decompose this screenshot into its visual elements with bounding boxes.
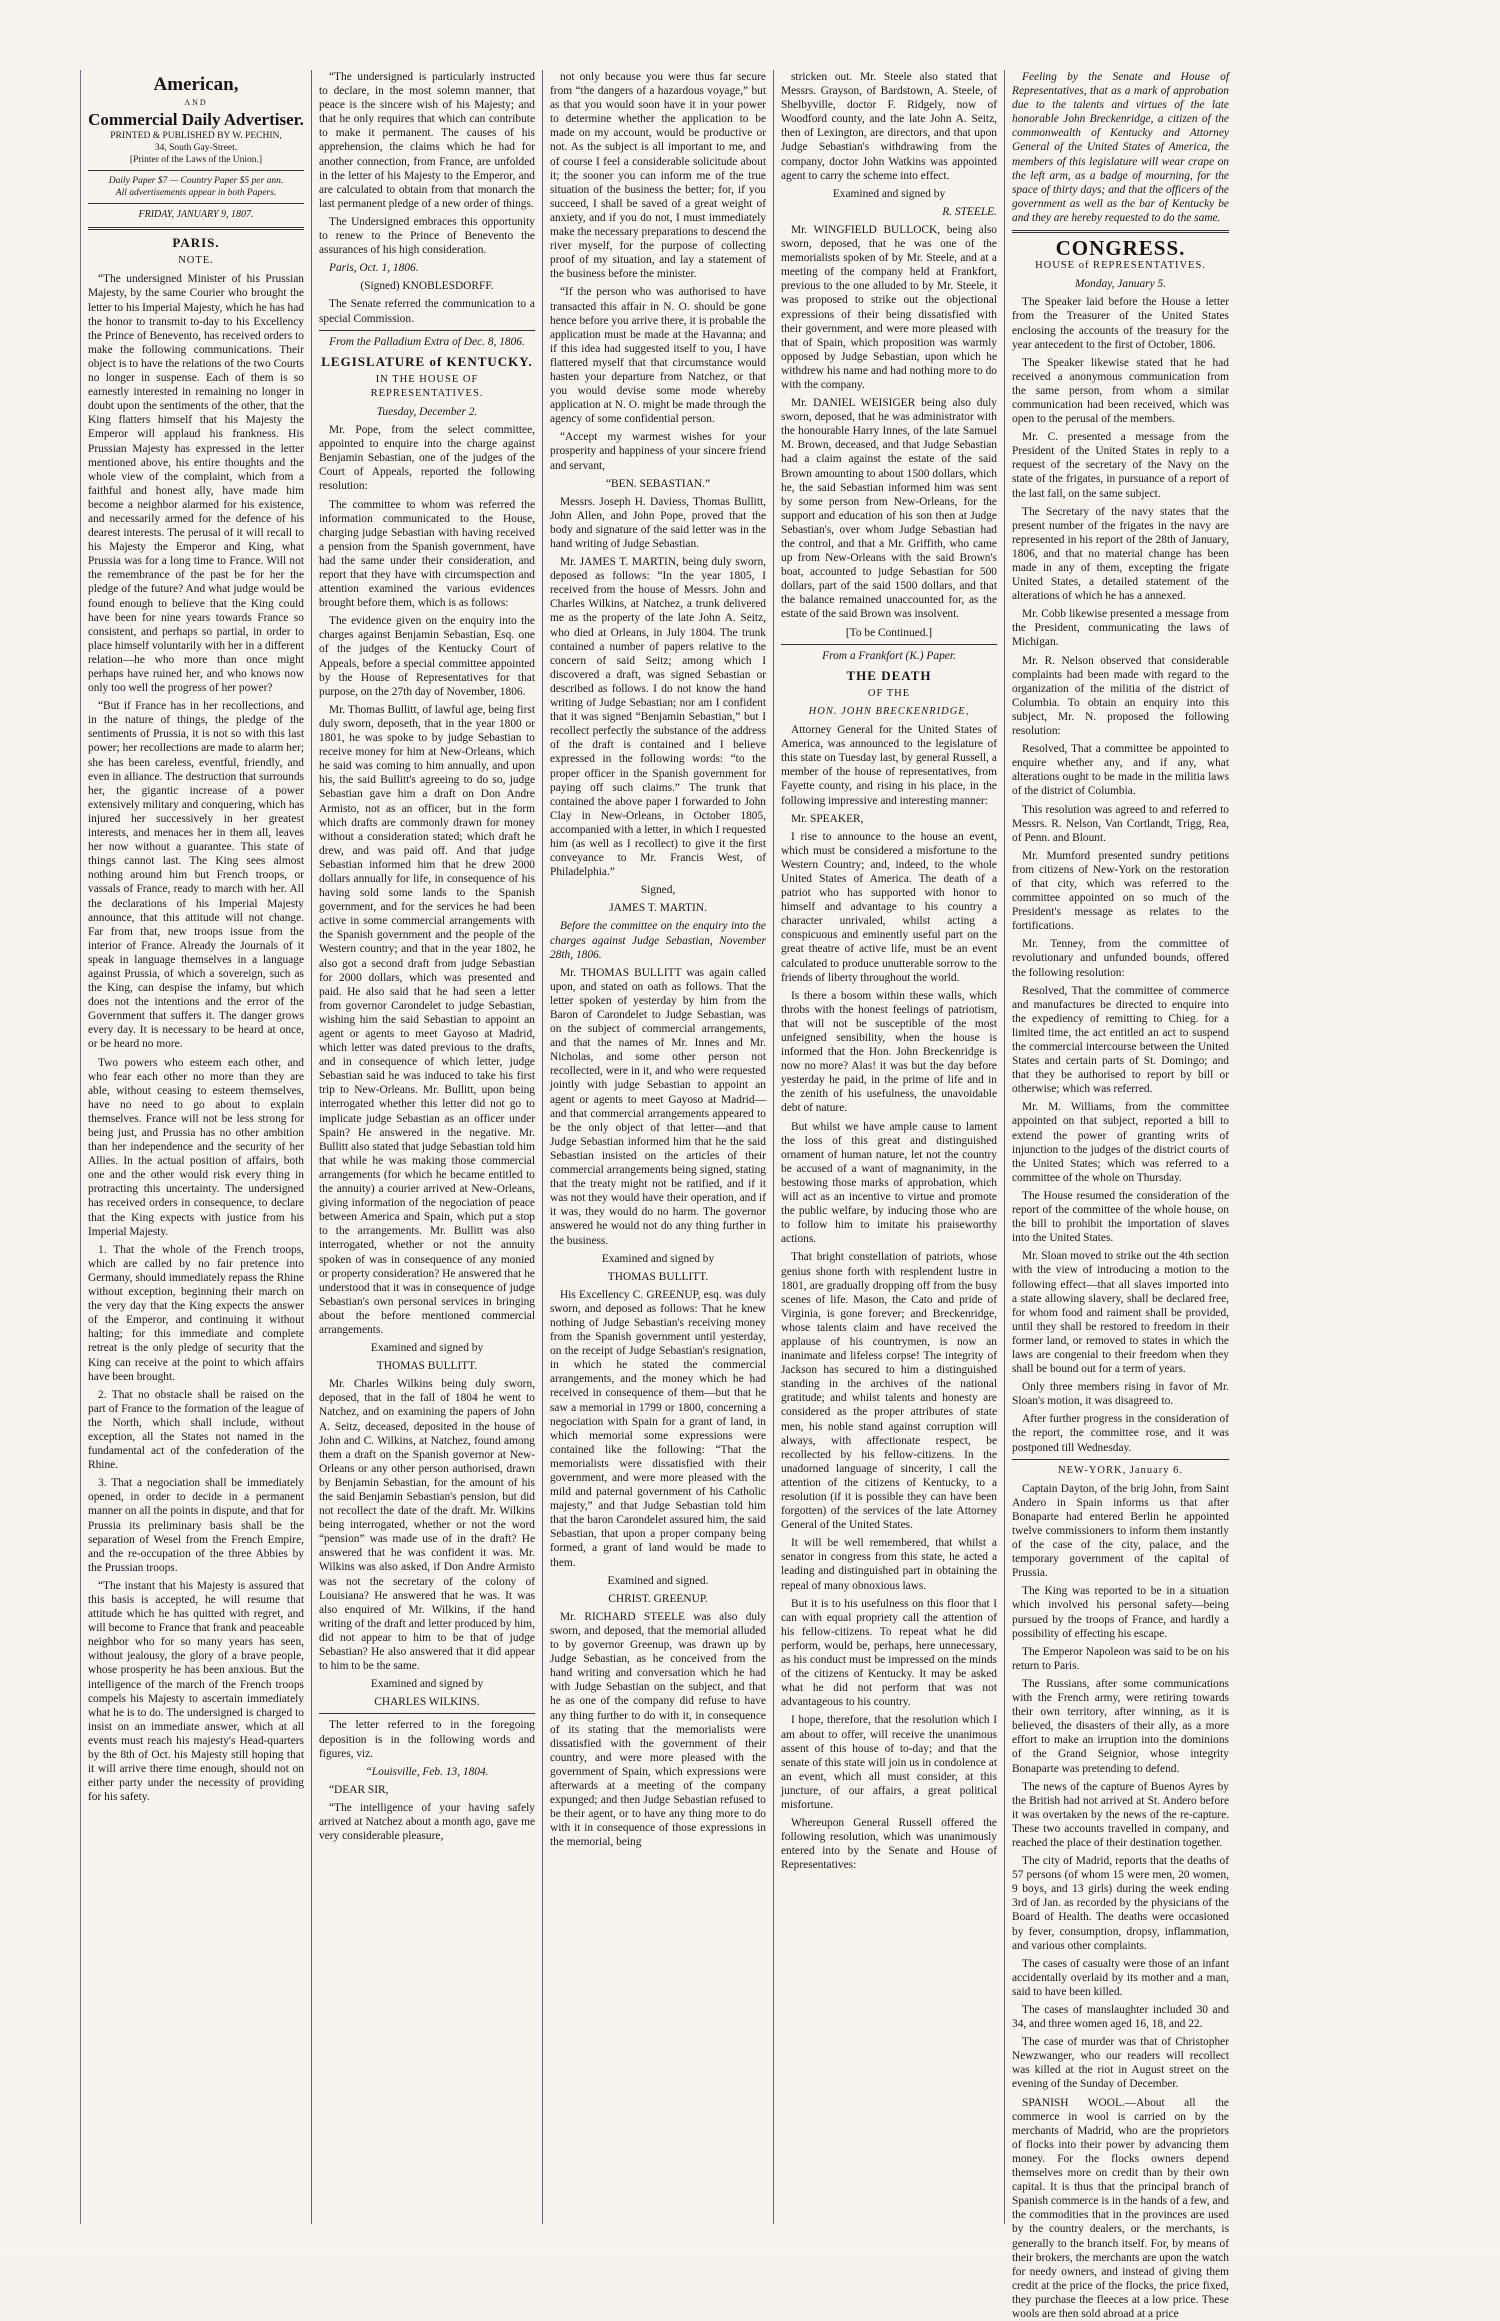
letter-signature: “BEN. SEBASTIAN.” [605, 477, 711, 490]
committee-note: Before the committee on the enquiry into the charges against Judge Sebastian, November 28th, 1806. [550, 920, 766, 961]
article-paragraph: That bright constellation of patriots, whose genius shone forth with resplendent lustre in 1801, are gradually dropping off from the busy scenes of life. Mason, the Cato and pride of Virginia, is gone forever; and Breckenridge, whose talents claim and have received the applause of his countrymen, is now an inanimate and lifeless corpse! The integrity of Jackson has secured to him a distinguished standing in the archives of the national gratitude; and whilst talents and honesty are considered as the proper attributes of state men, his noble stand against corruption will always, with affectionate respect, be recollected by his fellow-citizens. In the unadorned language of sincerity, I call the attention of the citizens of Kentucky, to a resolution (if it is possible they can have been forgotten) of the services of the late Attorney General of the United States. [781, 1251, 997, 1532]
article-paragraph: The King was reported to be in a situation which involved his personal safety—being pursued by the troops of France, and hardly a possibility of effecting his escape. [1012, 1585, 1229, 1640]
ny-heading: NEW-YORK, January 6. [1058, 1464, 1183, 1476]
signoff-date: Paris, Oct. 1, 1806. [329, 262, 419, 275]
article-paragraph: 3. That a negociation shall be immediately opened, in order to decide in a permanent manner on all the points in dispute, and that for Prussia its preliminary basis shall be the separation of Wesel from the French Empire, and the re-occupation of the three Abbies by the Prussian troops. [88, 1477, 304, 1574]
article-paragraph: Mr. Sloan moved to strike out the 4th section with the view of introducing a motion to the following effect—that all slaves imported into a state allowing slavery, shall be declared free, for whom food and raiment shall be provided, until they shall be restored to freedom in their former land, or removed to states in which the laws are congenial to their freedom when they shall be bound out for a term of years. [1012, 1250, 1229, 1376]
article-paragraph: The city of Madrid, reports that the deaths of 57 persons (of whom 15 were men, 20 women, 9 boys, and 13 girls) during the week ending 3rd of Jan. as recorded by the physicians of the Board of Health. The deaths were occasioned by fever, consumption, dropsy, inflammation, and various other complaints. [1012, 1855, 1229, 1952]
article-paragraph: not only because you were thus far secure from “the dangers of a hazardous voyage,” but as that you would soon have it in your power to determine whether the application to be made on my account, would be productive or not. As the subject is all important to me, and of course I feel a considerable solicitude about it; the sooner you can inform me of the true situation of the business the better; for, if you succeed, I shall be saved of a great weight of anxiety, and if you do not, I must immediately make the necessary preparations to descend the river myself, for the purpose of collecting proof of my situation, and lay a statement of the business before the minister. [550, 71, 766, 281]
article-paragraph: Mr. M. Williams, from the committee appointed on that subject, reported a bill to extend the power of granting writs of injunction to the judges of the district courts of the United States; which was referred to a committee of the whole on Thursday. [1012, 1101, 1229, 1184]
article-paragraph: But it is to his usefulness on this floor that I can with equal propriety call the attention of his fellow-citizens. To repeat what he did perform, would be, perhaps, here unnecessary, as his conduct must be impressed on the minds of the citizens of Kentucky. It may be asked what he did not perform that was not advantageous to his country. [781, 1597, 997, 1709]
source-line: From a Frankfort (K.) Paper. [822, 649, 956, 662]
article-paragraph: Mr. JAMES T. MARTIN, being duly sworn, deposed as follows: “In the year 1805, I received from the house of Messrs. John and Charles Wilkins, at Natchez, a trunk delivered me as the property of the late John A. Seitz, who died at Orleans, in July 1804. The trunk contained a number of papers relative to the concern of said Seitz; among which I discovered a draft, was signed Sebastian or described as follows. I do not know the hand writing of Judge Sebastian; nor am I confident that it was signed “Benjamin Sebastian,” but I recollect perfectly the substance of the address of the draft is contained and I believe expressed in the following words: “to the proper officer in the Spanish government for paying off such claims.” The trunk that contained the above paper I forwarded to John Clay in New-Orleans, in October 1805, accompanied with a letter, in which I requested him (as well as I recollect) to give it the first conveyance to Mr. Francis West, of Philadelphia.” [550, 556, 766, 879]
article-paragraph: The news of the capture of Buenos Ayres by the British had not arrived at St. Andero before it was overtaken by the news of the re-capture. These two accounts travelled in company, and reached the place of their destination together. [1012, 1780, 1229, 1849]
signature-name: THOMAS BULLITT. [607, 1270, 709, 1283]
article-paragraph: Messrs. Joseph H. Daviess, Thomas Bullitt, John Allen, and John Pope, proved that the body and signature of the said letter was in the hand writing of Judge Sebastian. [550, 495, 766, 550]
examined-label: Examined and signed. [607, 1574, 709, 1587]
article-paragraph: Only three members rising in favor of Mr. Sloan's motion, it was disagreed to. [1012, 1381, 1229, 1408]
article-paragraph: The Emperor Napoleon was said to be on his return to Paris. [1012, 1645, 1229, 1672]
examined-label: Examined and signed by [601, 1252, 715, 1265]
article-paragraph: Is there a bosom within these walls, which throbs with the honest feelings of patriotism, that will not be susceptible of the most unfeigned sensibility, when the house is informed that the Hon. John Breckenridge is now no more? Alas! it was but the day before yesterday he paid, in the prime of life and in the zenith of his usefulness, the unavoidable debt of nature. [781, 989, 997, 1115]
source-line: From the Palladium Extra of Dec. 8, 1806. [329, 335, 525, 348]
article-paragraph: “The undersigned Minister of his Prussian Majesty, by the same Courier who brought the letter to his Imperial Majesty, which he has had the honor to transmit to-day to his Excellency the Prince of Benevento, has received orders to make the following communications. Their object is to have the relations of the two Courts no longer in suspense. Each of them is so earnestly interested in remaining no longer in doubt upon the sentiments of the other, that the King flatters himself that his Majesty the Emperor will applaud his frankness. His Prussian Majesty has expressed in the letter mentioned above, his entire thoughts and the whole view of the complaint, which from a faithful and honest ally, have made him become a neighbor alarmed for his existence, and necessarily armed for the defence of his dearest interests. The perusal of it will recall to his Majesty the Emperor and King, what Prussia was for a long time to France. Will not the remembrance of the past be for her the pledge of the future? And what judge would be found enough to believe that the King could have been for nine years towards France so consistent, and perhaps so partial, in order to place himself voluntarily with her in a different relation—he who more than once might perhaps have ruined her, and who knows now only too well the progress of her power? [88, 273, 304, 695]
article-paragraph: 2. That no obstacle shall be raised on the part of France to the formation of the league of the North, which shall include, without exception, all the States not named in the fundamental act of the confederation of the Rhine. [88, 1388, 304, 1472]
article-paragraph: I rise to announce to the house an event, which must be considered a misfortune to the Western Country; and, indeed, to the whole United States of America. The death of a patriot who has supported with honor to himself and advantage to his country a character unrivaled, whilst acting a conspicuous and eminently useful part on the great theatre of active life, must be an event calculated to produce unutterable sorrow to the friends of liberty throughout the world. [781, 830, 997, 984]
article-paragraph: Mr. Thomas Bullitt, of lawful age, being first duly sworn, deposeth, that in the year 1800 or 1801, he was spoke to by judge Sebastian to receive money for him at New-Orleans, which he said was coming to him annually, and upon his, the said Bullitt's agreeing to do so, judge Sebastian gave him a draft on Don Andre Armisto, not as an officer, but in the form which drafts are commonly drawn for money without a consideration stated; which draft he drew, and was paid off. And that judge Sebastian informed him that he drew 2000 dollars annually for life, in consequence of his having sold some lands to the Spanish government, and for the services he had been active in some commercial arrangements with the Spanish government and the people of the Western country; and that in the year 1802, he also got a second draft from judge Sebastian for 2000 dollars, which was presented and paid. He also said that he had seen a letter from governor Carondelet to judge Sebastian, wishing him the said Sebastian to appoint an agent or agents to meet Gayoso at Madrid, which letter was dated previous to the drafts, and in consequence of which letter, judge Sebastian said he was induced to take his first trip to New-Orleans. Mr. Bullitt, upon being interrogated whether this letter did not go to implicate judge Sebastian as an officer under Spain? He answered in the negative. Mr. Bullitt also stated that judge Sebastian told him that while he was making those commercial arrangements (for which he became entitled to the annuity) a courier arrived at New-Orleans, giving information of the negociation of peace between America and Spain, which put a stop to the arrangements. Mr. Bullitt was also interrogated, whether or not the annuity spoken of was in consequence of any monied or property consideration? He answered that he understood that it was in consequence of judge Sebastian's own personal services in bringing about the before mentioned commercial arrangements. [319, 703, 535, 1336]
article-paragraph: Attorney General for the United States of America, was announced to the legislature of this state on Tuesday last, by general Russell, a member of the house of representatives, from Fayette county, and rising in his place, in the following impressive and interesting manner: [781, 724, 997, 807]
letter-date: “Louisville, Feb. 13, 1804. [365, 1765, 489, 1778]
death-heading: THE DEATH [846, 667, 932, 683]
examined-label: Examined and signed by [832, 187, 946, 200]
page-frame [80, 70, 1460, 2320]
article-paragraph: The cases of casualty were those of an infant accidentally overlaid by its mother and a man, said to have been killed. [1012, 1957, 1229, 1998]
masthead-ads-note: All advertisements appear in both Papers. [115, 188, 277, 199]
legislature-heading: LEGISLATURE of KENTUCKY. [321, 353, 533, 369]
article-paragraph: Mr. Tenney, from the committee of revolutionary and unfunded bounds, offered the following resolution: [1012, 938, 1229, 979]
masthead-printer-note: [Printer of the Laws of the Union.] [129, 155, 263, 166]
article-paragraph: “But if France has in her recollections, and in the nature of things, the pledge of the sentiments of Prussia, it is not so with this last power; her recollections are made to alarm her; she has been careless, eventful, friendly, and even in alliance. The destruction that surrounds her, the gigantic increase of a power extensively military and conquering, which has injured her successively in her greatest interests, and menaces her in them all, leaves her now without a guarantee. This state of things cannot last. The King sees almost nothing around him but French troops, or vassals of France, ready to march with her. All the declarations of his Imperial Majesty announce, that this attitude will not change. Far from that, new troops issue from the interior of France. Already the Journals of it speak in language themselves in a language against Prussia, of which a sovereign, such as the King, can despise the infamy, but which does not the intentions and the error of the Government that suffers it. The danger grows every day. It is necessary to be heard at once, or be heard no more. [88, 700, 304, 1051]
masthead-prices: Daily Paper $7 — Country Paper $5 per ann. [108, 176, 284, 187]
day-heading: Monday, January 5. [1074, 278, 1167, 291]
article-paragraph: Two powers who esteem each other, and who fear each other no more than they are able, without ceasing to esteem themselves, have no need to go about to explain themselves. France will not be less strong for being just, and Prussia has no other ambition than her independence and the security of her Allies. In the actual position of affairs, both one and the other would risk every thing in protracting this uncertainty. The undersigned has received orders in consequence, to declare that the King expects with justice from his Imperial Majesty. [88, 1056, 304, 1238]
article-paragraph: Captain Dayton, of the brig John, from Saint Andero in Spain informs us that after Bonaparte had entered Berlin he appointed twelve commissioners to inform them instantly of the case of the city, palace, and the temporary government of the capital of Prussia. [1012, 1482, 1229, 1580]
article-paragraph: The Russians, after some communications with the French army, were retiring towards their own territory, after winning, as it is believed, the disasters of their ally, as a more effort to make an irruption into the dominions of the Grand Seignior, whose integrity Bonaparte was pretending to defend. [1012, 1677, 1229, 1775]
article-paragraph: His Excellency C. GREENUP, esq. was duly sworn, and deposed as follows: That he knew nothing of Judge Sebastian's receiving money from the Spanish government until yesterday, on the receipt of Judge Sebastian's resignation, in which he stated the commercial arrangements, and the money which he had received in consequence of them—but that he saw a memorial in 1799 or 1800, concerning a negociation with Spain for a grant of land, in which memorial some expressions were contained like the following: “That the memorialists were dissatisfied with their government, and were more pleased with the mild and paternal government of his Catholic majesty,” and that Judge Sebastian told him that the baron Carondelet assured him, the said Sebastian, that upon a proper company being formed, a grant of land would be made to them. [550, 1288, 766, 1569]
article-paragraph: Mr. Pope, from the select committee, appointed to enquire into the charge against Benjamin Sebastian, one of the judges of the Court of Appeals, reported the following resolution: [319, 424, 535, 493]
examined-label: Examined and signed by [370, 1342, 484, 1355]
article-paragraph: After further progress in the consideration of the report, the committee rose, and it was postponed till Wednesday. [1012, 1413, 1229, 1454]
article-paragraph: “Accept my warmest wishes for your prosperity and happiness of your sincere friend and servant, [550, 431, 766, 472]
column-5 [1005, 70, 1236, 2320]
death-name: HON. JOHN BRECKENRIDGE, [808, 705, 970, 717]
column-4 [774, 70, 1005, 2224]
article-paragraph: But whilst we have ample cause to lament the loss of this great and distinguished ornament of human nature, let not the country be accused of a want of magnanimity, in the bestowing those marks of approbation, which will act as an incentive to virtue and promote the public welfare, by inducing those who are to follow him to imitate his praiseworthy actions. [781, 1120, 997, 1246]
article-paragraph: 1. That the whole of the French troops, which are called by no fair pretence into Germany, should immediately repass the Rhine without exception, beginning their march on the very day that the King expects the answer of the Emperor, and continuing it without halting; for this immediate and complete retreat is the only pledge of security that the King can receive at the point to which affairs have been brought. [88, 1243, 304, 1383]
article-paragraph: The House resumed the consideration of the report of the committee of the whole house, on the bill to prohibit the importation of slaves into the United States. [1012, 1189, 1229, 1245]
masthead-and: AND [184, 98, 208, 107]
article-paragraph: The Undersigned embraces this opportunity to renew to the Prince of Benevento the assurances of his high consideration. [319, 215, 535, 257]
article-paragraph: Mr. C. presented a message from the President of the United States in reply to a request of the secretary of the Navy on the state of the frigates, in pursuance of a report of the last fall, on the same subject. [1012, 431, 1229, 500]
article-paragraph: Mr. SPEAKER, [791, 812, 864, 825]
article-paragraph: The Speaker likewise stated that he had received a anonymous communication from the same person, from whom a similar communication had been received, which was open to the perusal of the members. [1012, 356, 1229, 426]
signoff-note: The Senate referred the communication to a special Commission. [319, 298, 535, 325]
article-paragraph: The Secretary of the navy states that the present number of the frigates in the navy are represented in his report of the 28th of January, 1806, and that no material change has been made in any of them, excepting the frigate United States, a detailed statement of the alterations of which he has a annexed. [1012, 505, 1229, 603]
signed-label: Signed, [640, 884, 676, 897]
article-paragraph: “The instant that his Majesty is assured that this basis is accepted, he will resume that attitude which he has quitted with regret, and will become to France that frank and peaceable neighbor who for so many years has seen, without jealousy, the glory of a brave people, whose prosperity he has been anxious. But the intelligence of the march of the French troops compels his Majesty to ascertain immediately what he is to do. The undersigned is charged to insist on an immediate answer, which at all events must reach his majesty's Head-quarters by the 8th of Oct. his Majesty still hoping that it will arrive there time enough, should not on either party under the necessity of providing for his safety. [88, 1579, 304, 1804]
day-heading: Tuesday, December 2. [376, 405, 478, 418]
dateline-paris: PARIS. [172, 235, 220, 251]
column-1 [81, 70, 312, 2224]
article-paragraph: I hope, therefore, that the resolution which I am about to offer, will receive the unanimous assent of this house of to-day; and that the senate of this state will join us in condolence at an event, which all must consider, at this juncture, of our affairs, a great political misfortune. [781, 1714, 997, 1811]
article-paragraph: “The intelligence of your having safely arrived at Natchez about a month ago, gave me very considerable pleasure, [319, 1801, 535, 1843]
article-paragraph: “If the person who was authorised to have transacted this affair in N. O. should be gone hence before you arrive there, it is probable the application must be made at the Havanna; and if this idea had suggested itself to you, I have flattered myself that that circumstance would hasten your departure from Natchez, or that you would devise some mode whereby application at N. O. might be made through the agency of some confidential person. [550, 286, 766, 426]
article-paragraph: The case of murder was that of Christopher Newzwanger, who our readers will recollect was killed at the riot in August street on the evening of the Sunday of December. [1012, 2036, 1229, 2091]
article-paragraph: The cases of manslaughter included 30 and 34, and three women aged 16, 18, and 22. [1012, 2004, 1229, 2031]
signature-name: CHRIST. GREENUP. [608, 1592, 708, 1605]
house-heading: HOUSE of REPRESENTATIVES. [1035, 260, 1206, 272]
resolution-text: Feeling by the Senate and House of Representatives, that as a mark of approbation due to the talents and virtues of the late honorable John Breckenridge, a citizen of the commonwealth of Kentucky and Attorney General of the United States of America, the members of this legislature will wear crape on the left arm, as a badge of mourning, for the space of thirty days; and that the officers of the government as well as the bar of Kentucky be and they are hereby requested to do the same. [1012, 71, 1229, 224]
article-paragraph: The evidence given on the enquiry into the charges against Benjamin Sebastian, Esq. one of the judges of the Kentucky Court of Appeals, before a special committee appointed by the House of Representatives for that purpose, on the 27th day of November, 1806. [319, 615, 535, 698]
continued-note: [To be Continued.] [845, 626, 933, 639]
article-paragraph: Mr. RICHARD STEELE was also duly sworn, and deposed, that the memorial alluded to by governor Greenup, was drawn up by Judge Sebastian, as he conceived from the hand writing and conversation which he had with Judge Sebastian on the subject, and that he as one of the company did refuse to have any thing further to do with it, in consequence of its stating that the memorialists were dissatisfied with the government of their country, and were more pleased with the government of Spain, which expressions were afterwards at a meeting of the company expunged; and then Judge Sebastian refused to be their agent, or to have any thing more to do with it in consequence of those expressions in the memorial, being [550, 1610, 766, 1849]
signature-name: JAMES T. MARTIN. [609, 902, 707, 915]
article-paragraph: Mr. WINGFIELD BULLOCK, being also sworn, deposed, that he was one of the memorialists spoken of by Mr. Steele, and at a meeting of the company held at Frankfort, previous to the one alluded to by Mr. Steele, it was proposed to strike out the objectional expressions of their being dissatisfied with their government, and were more pleased with that of Spain, which proposition was warmly opposed by Judge Sebastian, upon which he withdrew his name and had nothing more to do with the company. [781, 223, 997, 391]
column-2 [312, 70, 543, 2224]
article-paragraph: Mr. Charles Wilkins being duly sworn, deposed, that in the fall of 1804 he went to Natchez, and on examining the papers of John A. Seitz, deceased, deposited in the house of John and C. Wilkins, at Natchez, found among them a draft on the Spanish governor at New-Orleans or any other person authorised, drawn by Benjamin Sebastian, for the amount of his the said Benjamin Sebastian's pension, but did not recollect the date of the draft. Mr. Wilkins being interrogated, whether or not the word “pension” was made use of in the draft? He answered that he was confident it was. Mr. Wilkins was also asked, if Don Andre Armisto was not the secretary of the colony of Louisiana? He answered that he was. It was also enquired of Mr. Wilkins, if the hand writing of the draft and letter produced by him, did not appear to him to be that of judge Sebastian? He also answered that it did appear to him to be the same. [319, 1378, 535, 1673]
signature-name: R. STEELE. [942, 205, 997, 218]
masthead-address: 34, South Gay-Street. [154, 143, 238, 154]
signature-name: THOMAS BULLITT. [376, 1360, 478, 1373]
article-paragraph: The committee to whom was referred the information communicated to the House, charging judge Sebastian with having received a pension from the Spanish government, have had the same under their consideration, and report that they have with circumspection and attention examined the various evidences brought before them, which is as follows: [319, 498, 535, 610]
masthead-title: American, [153, 74, 239, 95]
article-paragraph: Mr. Cobb likewise presented a message from the President, communicating the laws of Michigan. [1012, 608, 1229, 649]
article-paragraph: Mr. DANIEL WEISIGER being also duly sworn, deposed, that he was administrator with the honourable Harry Innes, of the late Samuel M. Brown, deceased, and that Judge Sebastian had a claim against the estate of the said Brown amounting to about 1500 dollars, which he, the said Sebastian informed him was sent by some person from New-Orleans, for the support and education of his son then at Judge Sebastian's, over whom Judge Sebastian had the control, and that a Mr. Griffith, who came up from New-Orleans with the said Brown's boat, accounted to judge Sebastian for 500 dollars, part of the said 1500 dollars, and that the balance remained unaccounted for, as the estate of the said Brown was insolvent. [781, 397, 997, 621]
article-paragraph: Mr. THOMAS BULLITT was again called upon, and stated on oath as follows. That the letter spoken of yesterday by him from the Baron of Carondelet to Judge Sebastian, was on the subject of commercial arrangements, and that the names of Mr. Innes and Mr. Nicholas, and some other person not recollected, were in it, and who were requested jointly with judge Sebastian to appoint an agent or agents to meet Gayoso at Madrid—and that commercial arrangements appeared to be the only object of that letter—and that Judge Sebastian informed him that he the said Sebastian insisted on the articles of their commercial arrangements being signed, stating that the treaty might not be ratified, and if it was not they would have their operation, and if it was, they would do no harm. The governor answered he would not do any thing further in the business. [550, 966, 766, 1247]
issue-date: FRIDAY, JANUARY 9, 1807. [138, 209, 254, 221]
congress-heading: CONGRESS. [1055, 236, 1186, 261]
article-paragraph: Mr. Mumford presented sundry petitions from citizens of New-York on the restoration of that city, which was referred to the committee appointed on so much of the President's message as relates to the fortifications. [1012, 849, 1229, 933]
article-paragraph: It will be well remembered, that whilst a senator in congress from this state, he acted a leading and distinguished part in obtaining the repeal of many obnoxious laws. [781, 1537, 997, 1592]
examined-label: Examined and signed by [370, 1678, 484, 1691]
letter-salutation: “DEAR SIR, [329, 1783, 389, 1796]
masthead-subtitle: Commercial Daily Advertiser. [88, 110, 304, 130]
masthead-printer: PRINTED & PUBLISHED BY W. PECHIN, [110, 131, 282, 142]
note-heading: NOTE. [178, 255, 214, 267]
column-3 [543, 70, 774, 2224]
masthead [88, 74, 304, 230]
article-paragraph: “The undersigned is particularly instructed to declare, in the most solemn manner, that peace is the sincere wish of his Majesty; and that he only requires that which can contribute to make it permanent. The causes of his apprehension, the claims which he had for another connection, from France, are unfolded in the letter of his Majesty to the Emperor, and are calculated to obtain from that monarch the last permanent pledge of a new order of things. [319, 71, 535, 210]
article-paragraph: stricken out. Mr. Steele also stated that Messrs. Grayson, of Bardstown, A. Steele, of Shelbyville, doctor F. Ridgely, now of Woodford county, and the late John A. Seitz, then of Lexington, are directors, and that upon Judge Sebastian's withdrawing from the company, doctor John Watkins was appointed agent to carry the scheme into effect. [781, 71, 997, 182]
article-paragraph: SPANISH WOOL.—About all the commerce in wool is carried on by the merchants of Madrid, who are the proprietors of flocks into their power by advancing them money. For the flocks owners depend themselves more on credit than by their own capital. It is thus that the principal branch of Spanish commerce is in the hands of a few, and the commodities that in the provinces are used by the country dealers, or the merchants, is generally to the branch itself. For, by means of their brokers, the merchants are upon the watch for needy owners, and instead of giving them credit at the price of the flocks, the price fixed, they purchase the fleeces at a low price. These wools are then sold abroad at a price [1012, 2096, 1229, 2320]
article-paragraph: Whereupon General Russell offered the following resolution, which was unanimously entered into by the Senate and House of Representatives: [781, 1817, 997, 1872]
signature-name: CHARLES WILKINS. [374, 1696, 480, 1709]
article-paragraph: Resolved, That a committee be appointed to enquire whether any, and if any, what alterations ought to be made in the militia laws of the district of Columbia. [1012, 743, 1229, 798]
death-of: OF THE [867, 687, 911, 699]
article-paragraph: Mr. R. Nelson observed that considerable complaints had been made with regard to the organization of the militia of the district of Columbia. To obtain an enquiry into this subject, Mr. N. proposed the following resolution: [1012, 654, 1229, 738]
signoff-name: (Signed) KNOBLESDORFF. [360, 280, 494, 293]
article-paragraph: This resolution was agreed to and referred to Messrs. R. Nelson, Van Cortlandt, Trigg, Rea, of Penn. and Blount. [1012, 803, 1229, 844]
article-paragraph: The letter referred to in the foregoing deposition is in the following words and figures, viz. [319, 1719, 535, 1760]
article-paragraph: The Speaker laid before the House a letter from the Treasurer of the United States enclosing the accounts of the treasury for the year antecedent to the first of October, 1806. [1012, 296, 1229, 351]
article-paragraph: Resolved, That the committee of commerce and manufactures be directed to enquire into the expediency of remitting to Chieg. for a limited time, the act entitled an act to suspend the commercial intercourse between the United States and certain parts of St. Domingo; and that they be authorised to report by bill or otherwise; which was referred. [1012, 984, 1229, 1096]
house-heading: IN THE HOUSE OF REPRESENTATIVES. [370, 373, 484, 399]
